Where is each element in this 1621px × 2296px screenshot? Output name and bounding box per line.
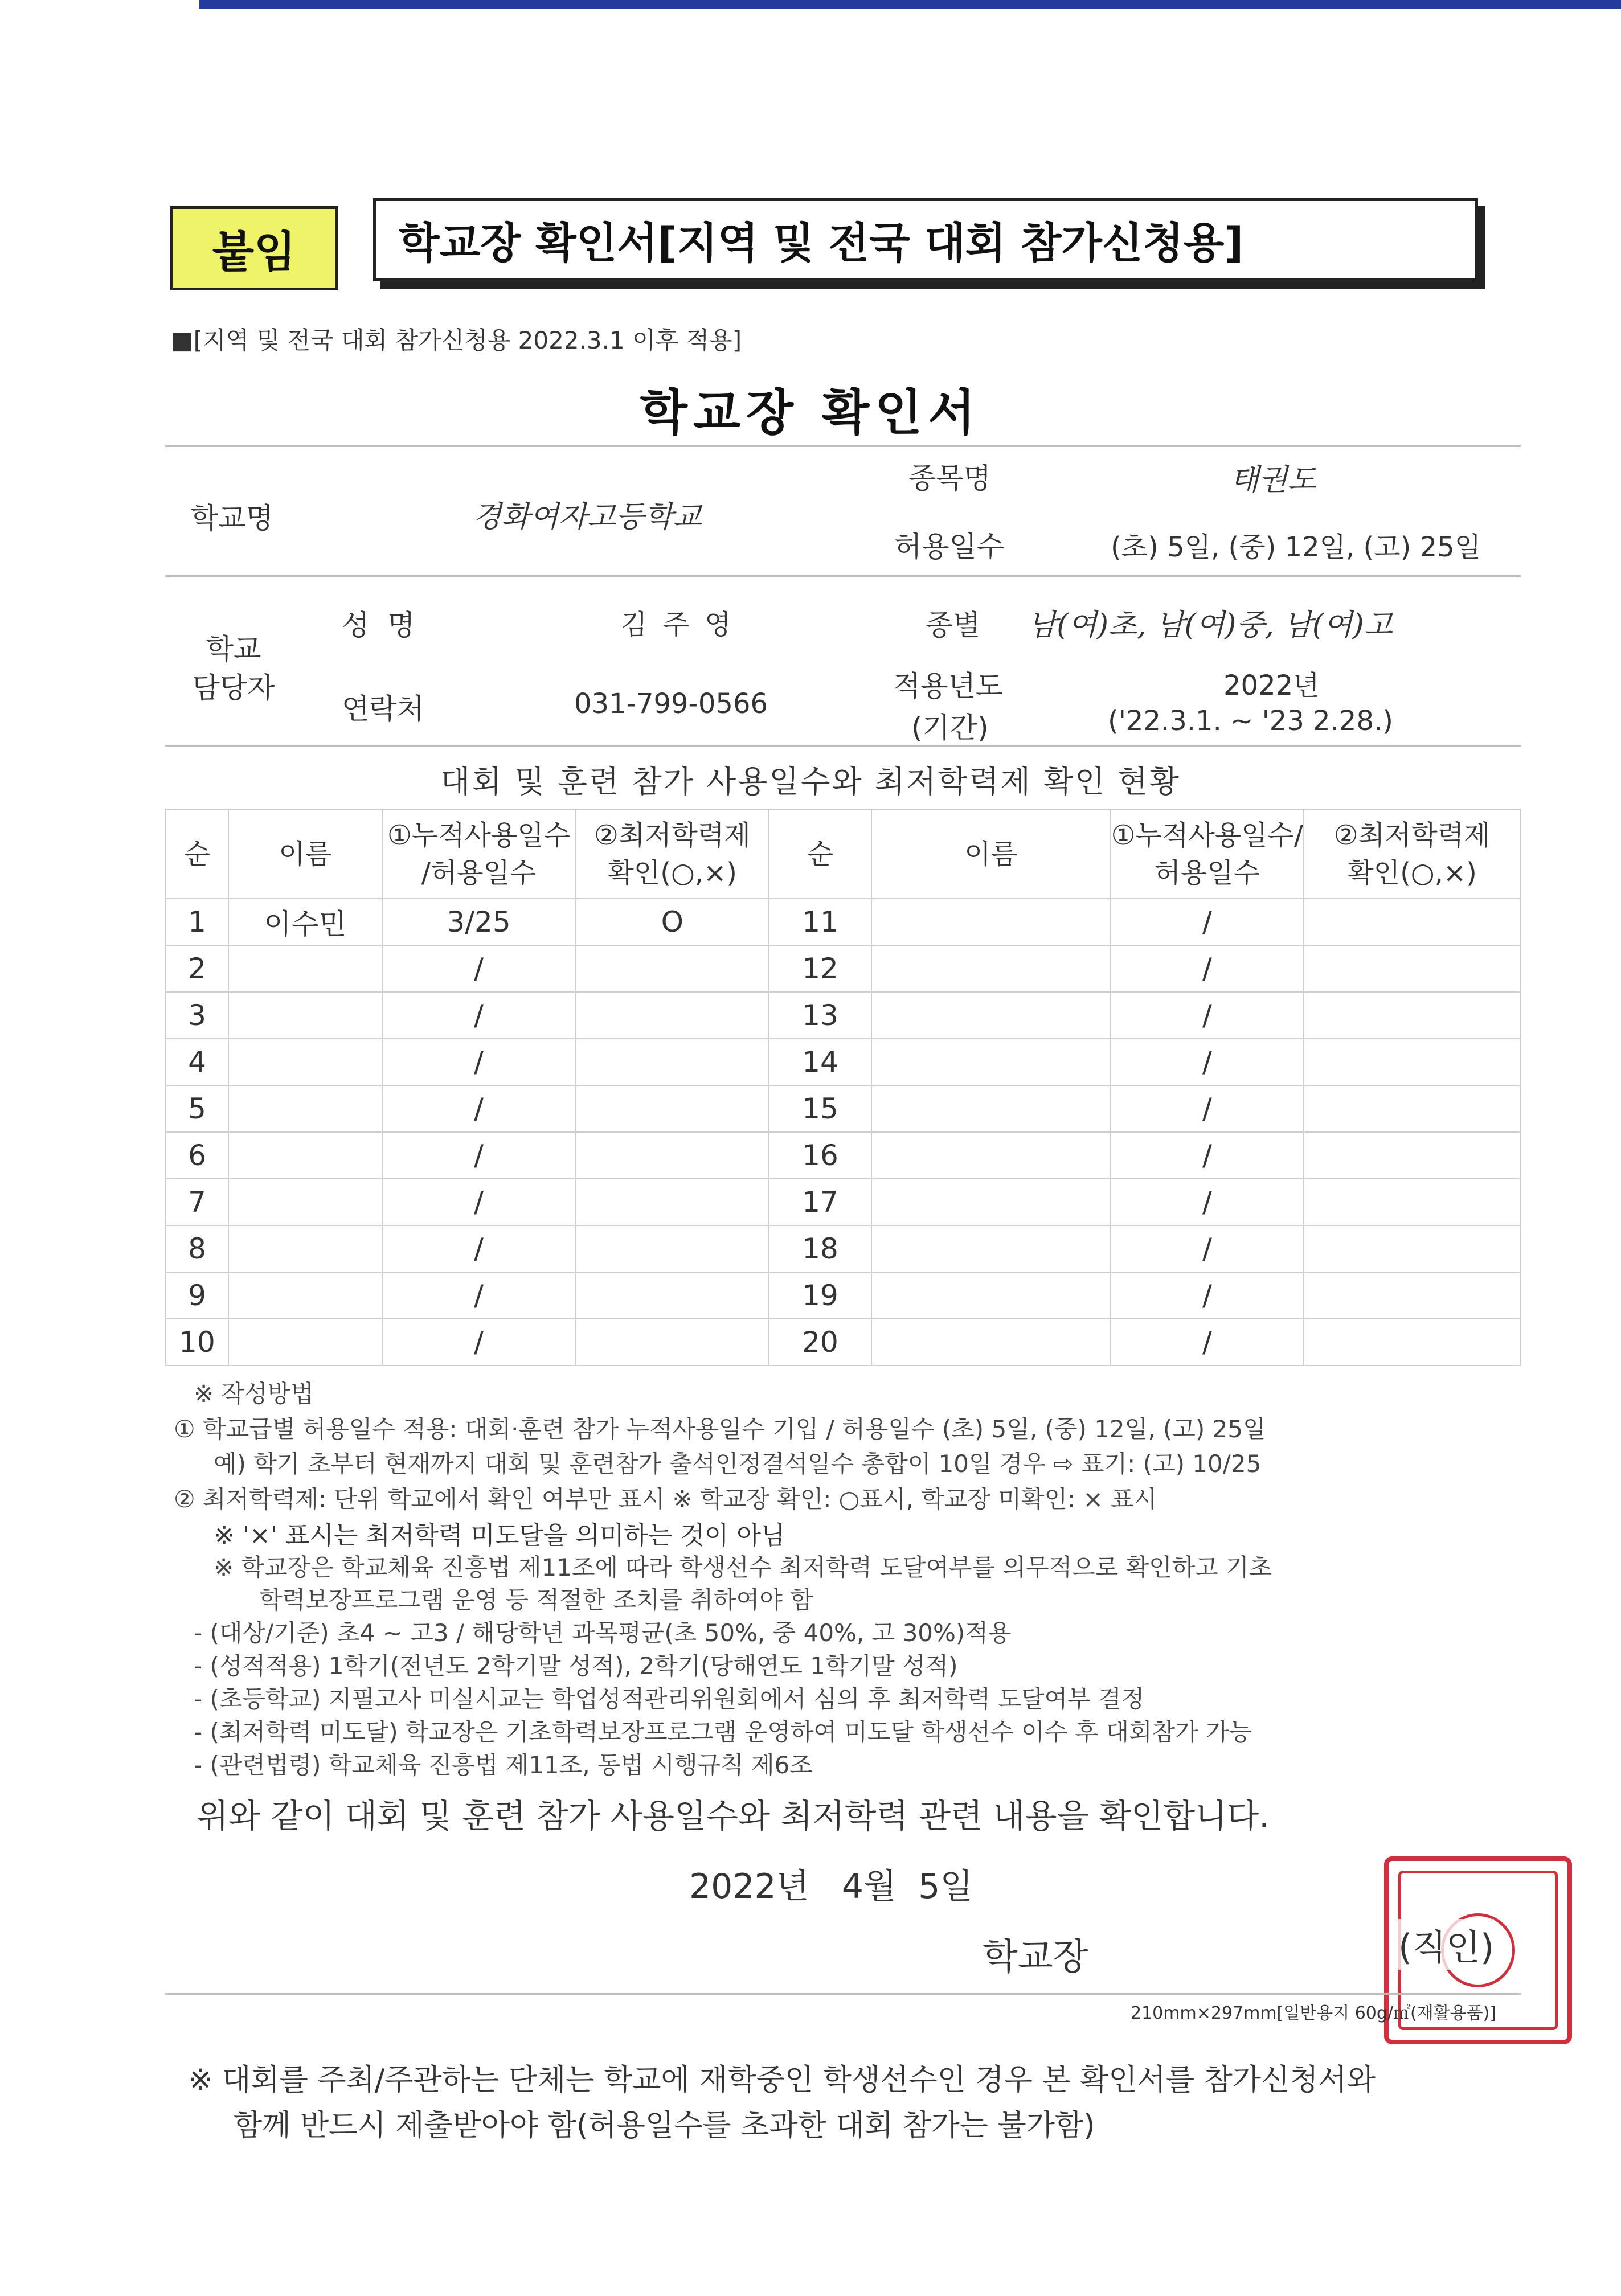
type-label: 종별	[926, 609, 981, 642]
cell-days: /	[1111, 1179, 1304, 1225]
cell-seq: 18	[769, 1225, 871, 1272]
footer-note: ※ 대회를 주최/주관하는 단체는 학교에 재학중인 학생선수인 경우 본 확인서를 참가신청서와	[188, 2063, 1376, 2097]
cell-check	[575, 992, 769, 1039]
divider	[165, 1993, 1521, 1995]
cell-seq: 11	[769, 899, 871, 945]
cell-days: 3/25	[382, 899, 576, 945]
table-row	[166, 945, 1520, 992]
cell-days: /	[382, 1085, 576, 1132]
divider	[165, 745, 1521, 747]
cell-days: /	[382, 1132, 576, 1179]
year-value: 2022년	[1223, 670, 1320, 702]
seq-header-right: 순	[769, 809, 871, 899]
year-period-value: ('22.3.1. ~ '23 2.28.)	[1108, 705, 1393, 737]
school-value: 경화여자고등학교	[473, 500, 702, 534]
cell-seq: 3	[166, 992, 228, 1039]
applicability-note: ■[지역 및 전국 대회 참가신청용 2022.3.1 이후 적용]	[171, 326, 742, 354]
cell-name	[228, 992, 382, 1039]
cell-seq: 4	[166, 1039, 228, 1085]
cell-days: /	[1111, 899, 1304, 945]
table-header-row	[166, 809, 1520, 899]
divider	[165, 575, 1521, 577]
cell-check	[575, 1179, 769, 1225]
cell-days: /	[1111, 1225, 1304, 1272]
cell-check	[1304, 945, 1520, 992]
attachment-tag: 붙임	[170, 206, 338, 290]
cell-days: /	[1111, 945, 1304, 992]
cell-days: /	[1111, 992, 1304, 1039]
table-caption: 대회 및 훈련 참가 사용일수와 최저학력제 확인 현황	[440, 764, 1181, 800]
cell-days: /	[1111, 1132, 1304, 1179]
days-header: ①누적사용일수 /허용일수	[382, 809, 576, 899]
check-header-right: ②최저학력제 확인(○,×)	[1304, 809, 1520, 899]
cell-name	[871, 1225, 1111, 1272]
type-value: 남(여)초, 남(여)중, 남(여)고	[1028, 608, 1393, 642]
table-row	[166, 899, 1520, 945]
note-line: ② 최저학력제: 단위 학교에서 확인 여부만 표시 ※ 학교장 확인: ○표시, 학교장 미확인: × 표시	[174, 1485, 1157, 1513]
cell-seq: 9	[166, 1272, 228, 1319]
table-row	[166, 1272, 1520, 1319]
cell-name	[871, 1085, 1111, 1132]
year-label: 적용년도	[893, 670, 1004, 703]
note-line: - (초등학교) 지필고사 미실시교는 학업성적관리위원회에서 심의 후 최저학력 도달여부 결정	[194, 1685, 1145, 1713]
note-line: 예) 학기 초부터 현재까지 대회 및 훈련참가 출석인정결석일수 총합이 10일 경우 ⇨ 표기: (고) 10/25	[214, 1450, 1262, 1478]
cell-seq: 2	[166, 945, 228, 992]
table-row	[166, 1132, 1520, 1179]
cell-name	[228, 1039, 382, 1085]
cell-check	[1304, 1179, 1520, 1225]
cell-check	[1304, 1085, 1520, 1132]
cell-name	[871, 945, 1111, 992]
divider	[165, 445, 1521, 447]
cell-seq: 19	[769, 1272, 871, 1319]
check-header: ②최저학력제 확인(○,×)	[575, 809, 769, 899]
cell-name	[228, 1132, 382, 1179]
cell-check	[1304, 1225, 1520, 1272]
contact-value: 031-799-0566	[574, 688, 768, 720]
cell-days: /	[382, 1179, 576, 1225]
cell-days: /	[382, 1319, 576, 1366]
contact-label: 연락처	[342, 692, 424, 725]
note-line: 학력보장프로그램 운영 등 적절한 조치를 취하여야 함	[259, 1586, 813, 1614]
cell-check	[1304, 1272, 1520, 1319]
note-line: ※ '×' 표시는 최저학력 미도달을 의미하는 것이 아님	[214, 1521, 785, 1550]
allowed-days-value: (초) 5일, (중) 12일, (고) 25일	[1111, 531, 1481, 563]
cell-check	[1304, 1132, 1520, 1179]
table-row	[166, 1039, 1520, 1085]
cell-name	[228, 1085, 382, 1132]
cell-seq: 7	[166, 1179, 228, 1225]
note-line: ① 학교급별 허용일수 적용: 대회·훈련 참가 누적사용일수 기입 / 허용일수 (초) 5일, (중) 12일, (고) 25일	[174, 1415, 1266, 1443]
cell-seq: 15	[769, 1085, 871, 1132]
note-line: - (관련법령) 학교체육 진흥법 제11조, 동법 시행규칙 제6조	[194, 1751, 813, 1779]
cell-seq: 20	[769, 1319, 871, 1366]
confirm-date: 2022년 4월 5일	[689, 1867, 973, 1906]
cell-seq: 1	[166, 899, 228, 945]
note-line: - (최저학력 미도달) 학교장은 기초학력보장프로그램 운영하여 미도달 학생선수 이수 후 대회참가 가능	[194, 1718, 1252, 1746]
note-line: ※ 학교장은 학교체육 진흥법 제11조에 따라 학생선수 최저학력 도달여부를 의무적으로 확인하고 기초	[214, 1553, 1272, 1581]
cell-check	[575, 1225, 769, 1272]
manager-label: 학교	[206, 633, 261, 666]
principal-label: 학교장	[983, 1936, 1088, 1978]
cell-days: /	[1111, 1039, 1304, 1085]
cell-name	[871, 1179, 1111, 1225]
cell-name	[871, 1132, 1111, 1179]
table-row	[166, 1179, 1520, 1225]
table-row	[166, 1319, 1520, 1366]
cell-name	[228, 1179, 382, 1225]
cell-check	[575, 1319, 769, 1366]
cell-check	[575, 1039, 769, 1085]
cell-check	[575, 1272, 769, 1319]
cell-name	[871, 899, 1111, 945]
event-value: 태권도	[1230, 463, 1316, 497]
cell-check	[575, 1132, 769, 1179]
days-header-right: ①누적사용일수/ 허용일수	[1111, 809, 1304, 899]
cell-seq: 6	[166, 1132, 228, 1179]
note-line: - (성적적용) 1학기(전년도 2학기말 성적), 2학기(당해연도 1학기말 성적)	[194, 1652, 958, 1680]
table-row	[166, 992, 1520, 1039]
cell-check	[575, 945, 769, 992]
cell-check	[1304, 1319, 1520, 1366]
cell-seq: 8	[166, 1225, 228, 1272]
notes-heading: ※ 작성방법	[194, 1380, 314, 1408]
manager-label-2: 담당자	[192, 671, 275, 704]
cell-name	[228, 1319, 382, 1366]
school-label: 학교명	[191, 502, 273, 535]
usage-table	[165, 809, 1521, 1366]
cell-name	[871, 1039, 1111, 1085]
cell-seq: 12	[769, 945, 871, 992]
cell-days: /	[382, 992, 576, 1039]
cell-days: /	[382, 1225, 576, 1272]
cell-days: /	[382, 1272, 576, 1319]
cell-check	[1304, 899, 1520, 945]
cell-days: /	[1111, 1319, 1304, 1366]
cell-seq: 13	[769, 992, 871, 1039]
table-row	[166, 1225, 1520, 1272]
cell-days: /	[1111, 1272, 1304, 1319]
document-heading: 학교장 확인서[지역 및 전국 대회 참가신청용]	[373, 198, 1478, 281]
cell-check	[1304, 1039, 1520, 1085]
cell-seq: 16	[769, 1132, 871, 1179]
cell-seq: 5	[166, 1085, 228, 1132]
cell-days: /	[382, 945, 576, 992]
cell-seq: 14	[769, 1039, 871, 1085]
cell-seq: 17	[769, 1179, 871, 1225]
cell-check: O	[575, 899, 769, 945]
cell-name	[228, 945, 382, 992]
top-border-line	[199, 0, 1621, 9]
cell-name	[871, 1319, 1111, 1366]
cell-days: /	[382, 1039, 576, 1085]
name-label: 성 명	[342, 609, 415, 642]
seal-label: (직인)	[1398, 1919, 1494, 1970]
cell-check	[575, 1085, 769, 1132]
cell-name	[871, 992, 1111, 1039]
cell-days: /	[1111, 1085, 1304, 1132]
event-label: 종목명	[908, 462, 991, 495]
cell-check	[1304, 992, 1520, 1039]
note-line: - (대상/기준) 초4 ~ 고3 / 해당학년 과목평균(초 50%, 중 40%, 고 30%)적용	[194, 1619, 1012, 1647]
cell-name	[228, 1225, 382, 1272]
name-header: 이름	[228, 809, 382, 899]
seq-header: 순	[166, 809, 228, 899]
cell-name	[228, 1272, 382, 1319]
table-row	[166, 1085, 1520, 1132]
allowed-days-label: 허용일수	[894, 530, 1005, 563]
year-label-2: (기간)	[911, 711, 989, 744]
name-header-right: 이름	[871, 809, 1111, 899]
confirm-statement: 위와 같이 대회 및 훈련 참가 사용일수와 최저학력 관련 내용을 확인합니다.	[197, 1797, 1270, 1835]
name-value: 김 주 영	[621, 609, 735, 641]
cell-seq: 10	[166, 1319, 228, 1366]
footer-note-2: 함께 반드시 제출받아야 함(허용일수를 초과한 대회 참가는 불가함)	[234, 2109, 1095, 2143]
cell-name	[871, 1272, 1111, 1319]
cell-name: 이수민	[228, 899, 382, 945]
page-title: 학교장 확인서	[640, 384, 981, 441]
paper-spec: 210mm×297mm[일반용지 60g/㎡(재활용품)]	[1131, 2003, 1497, 2023]
